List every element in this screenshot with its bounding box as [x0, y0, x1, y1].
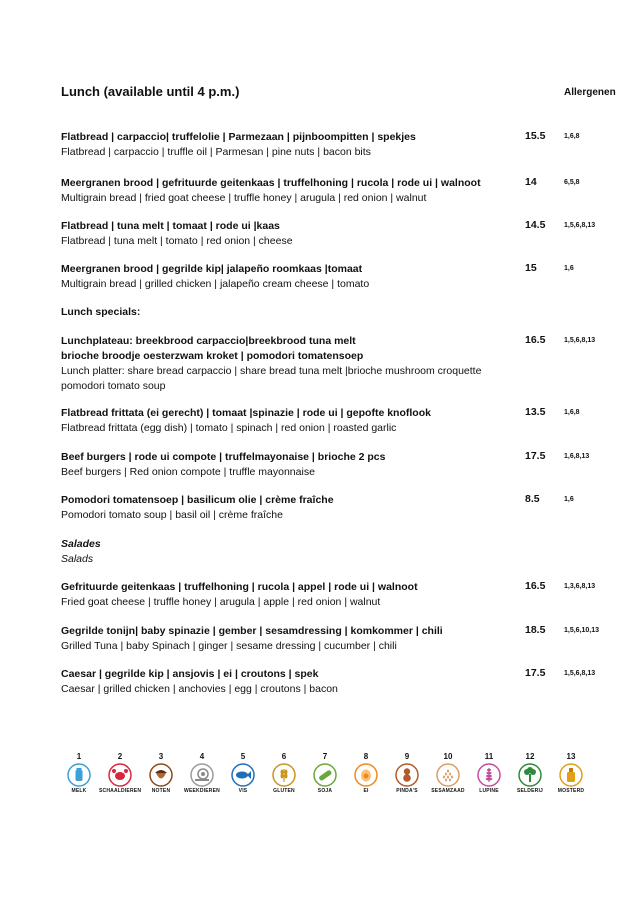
- dish-name-english: Pomodori tomato soup | basil oil | crème fraîche: [61, 509, 283, 521]
- allergen-legend-item: [263, 752, 305, 794]
- peanut-icon: [395, 763, 419, 787]
- nut-icon: [149, 763, 173, 787]
- allergen-legend-item: [99, 752, 141, 794]
- dish-price: 13.5: [525, 406, 546, 418]
- allergen-label: LUPINE: [479, 788, 499, 794]
- sesame-icon: [436, 763, 460, 787]
- dish-name-dutch: Gefrituurde geitenkaas | truffelhoning | rucola | appel | rode ui | walnoot: [61, 581, 418, 593]
- dish-name-dutch: Meergranen brood | gegrilde kip| jalapeño roomkaas |tomaat: [61, 263, 363, 275]
- dish-price: 17.5: [525, 450, 546, 462]
- dish-allergens: 1,3,6,8,13: [564, 583, 596, 590]
- allergen-label: GLUTEN: [273, 788, 295, 794]
- dish-name-english: Flatbread | carpaccio | truffle oil | Parmesan | pine nuts | bacon bits: [61, 146, 371, 158]
- dish-name-dutch: Flatbread | tuna melt | tomaat | rode ui |kaas: [61, 220, 280, 232]
- section-heading-english: Salads: [61, 553, 94, 565]
- fish-icon: [231, 763, 255, 787]
- dish-price: 15: [525, 262, 537, 274]
- menu-item: [61, 334, 636, 394]
- allergen-legend-item: [427, 752, 469, 794]
- allergen-number: 2: [117, 752, 123, 761]
- section-heading-salads: [61, 537, 101, 567]
- dish-name-english: Grilled Tuna | baby Spinach | ginger | sesame dressing | cucumber | chili: [61, 640, 397, 652]
- allergen-number: 8: [363, 752, 369, 761]
- allergen-label: MOSTERD: [557, 788, 585, 794]
- allergen-legend-item: [304, 752, 346, 794]
- menu-item: [61, 450, 636, 480]
- allergen-legend-item: [468, 752, 510, 794]
- dish-name-english: Flatbread | tuna melt | tomato | red onion | cheese: [61, 235, 293, 247]
- allergen-number: 13: [566, 752, 576, 761]
- allergen-number: 3: [158, 752, 164, 761]
- dish-name-english-line-2: pomodori tomato soup: [61, 380, 166, 392]
- menu-item: [61, 624, 636, 654]
- menu-item: [61, 262, 636, 292]
- allergen-label: PINDA'S: [396, 788, 418, 794]
- dish-name-dutch: Meergranen brood | gefrituurde geitenkaas | truffelhoning | rucola | rode ui | walnoot: [61, 177, 481, 189]
- allergen-number: 9: [404, 752, 410, 761]
- wheat-icon: [272, 763, 296, 787]
- dish-name-dutch-line-2: brioche broodje oesterzwam kroket | pomodori tomatensoep: [61, 350, 364, 362]
- dish-allergens: 1,6,8: [564, 133, 580, 140]
- dish-allergens: 1,6,8: [564, 409, 580, 416]
- allergen-legend-item: [509, 752, 551, 794]
- dish-name-dutch: Flatbread | carpaccio| truffelolie | Parmezaan | pijnboompitten | spekjes: [61, 131, 416, 143]
- milk-icon: [67, 763, 91, 787]
- dish-name-english: Caesar | grilled chicken | anchovies | egg | croutons | bacon: [61, 683, 338, 695]
- allergens-column-heading: Allergenen: [564, 87, 616, 98]
- allergen-number: 6: [281, 752, 287, 761]
- menu-item: [61, 580, 636, 610]
- dish-name-dutch: Caesar | gegrilde kip | ansjovis | ei | croutons | spek: [61, 668, 319, 680]
- allergen-label: SCHAALDIEREN: [99, 788, 142, 794]
- allergen-legend-item: [345, 752, 387, 794]
- allergen-label: SELDERIJ: [516, 788, 544, 794]
- dish-price: 15.5: [525, 130, 546, 142]
- dish-price: 17.5: [525, 667, 546, 679]
- dish-name-dutch: Beef burgers | rode ui compote | truffelmayonaise | brioche 2 pcs: [61, 451, 386, 463]
- dish-name-dutch: Gegrilde tonijn| baby spinazie | gember | sesamdressing | komkommer | chili: [61, 625, 443, 637]
- allergen-label: NOTEN: [151, 788, 171, 794]
- menu-item: [61, 667, 636, 697]
- page-title: Lunch (available until 4 p.m.): [61, 84, 240, 99]
- allergen-label: MELK: [71, 788, 87, 794]
- dish-allergens: 1,5,6,8,13: [564, 670, 596, 677]
- menu-item: [61, 406, 636, 436]
- allergen-number: 10: [443, 752, 453, 761]
- dish-name-english: Multigrain bread | grilled chicken | jalapeño cream cheese | tomato: [61, 278, 370, 290]
- allergen-label: WEEKDIEREN: [184, 788, 220, 794]
- snail-icon: [190, 763, 214, 787]
- section-heading-lunch-specials: Lunch specials:: [61, 306, 141, 318]
- dish-allergens: 1,5,6,10,13: [564, 627, 600, 634]
- dish-name-dutch: Pomodori tomatensoep | basilicum olie | crème fraîche: [61, 494, 334, 506]
- dish-price: 14.5: [525, 219, 546, 231]
- menu-item: [61, 176, 636, 206]
- dish-name-english: Fried goat cheese | truffle honey | arugula | apple | red onion | walnut: [61, 596, 381, 608]
- dish-name-dutch: Lunchplateau: breekbrood carpaccio|breekbrood tuna melt: [61, 335, 356, 347]
- dish-price: 18.5: [525, 624, 546, 636]
- soy-icon: [313, 763, 337, 787]
- allergen-legend-item: [181, 752, 223, 794]
- dish-allergens: 1,6,8,13: [564, 453, 590, 460]
- dish-price: 16.5: [525, 334, 546, 346]
- dish-allergens: 1,6: [564, 265, 574, 272]
- dish-price: 8.5: [525, 493, 540, 505]
- egg-icon: [354, 763, 378, 787]
- dish-name-english: Flatbread frittata (egg dish) | tomato | spinach | red onion | roasted garlic: [61, 422, 397, 434]
- allergen-legend-item: [58, 752, 100, 794]
- mustard-icon: [559, 763, 583, 787]
- dish-price: 16.5: [525, 580, 546, 592]
- celery-icon: [518, 763, 542, 787]
- crab-icon: [108, 763, 132, 787]
- lupine-icon: [477, 763, 501, 787]
- dish-allergens: 1,6: [564, 496, 574, 503]
- allergen-label: SESAMZAAD: [431, 788, 465, 794]
- allergen-legend-item: [140, 752, 182, 794]
- allergen-legend-item: [386, 752, 428, 794]
- dish-name-dutch: Flatbread frittata (ei gerecht) | tomaat |spinazie | rode ui | gepofte knoflook: [61, 407, 431, 419]
- allergen-number: 12: [525, 752, 535, 761]
- menu-item: [61, 130, 636, 160]
- allergen-legend-item: [550, 752, 592, 794]
- dish-name-english: Multigrain bread | fried goat cheese | truffle honey | arugula | red onion | walnut: [61, 192, 427, 204]
- allergen-label: SOJA: [317, 788, 333, 794]
- allergen-number: 5: [240, 752, 246, 761]
- dish-price: 14: [525, 176, 537, 188]
- allergen-legend: [58, 752, 585, 797]
- menu-item: [61, 493, 636, 523]
- allergen-number: 11: [484, 752, 494, 761]
- menu-item: [61, 219, 636, 249]
- allergen-number: 7: [322, 752, 328, 761]
- dish-allergens: 1,5,6,8,13: [564, 222, 596, 229]
- allergen-number: 1: [76, 752, 82, 761]
- allergen-label: VIS: [238, 788, 248, 794]
- allergen-label: EI: [363, 788, 369, 794]
- dish-allergens: 6,5,8: [564, 179, 580, 186]
- dish-name-english: Lunch platter: share bread carpaccio | share bread tuna melt |brioche mushroom croquette: [61, 365, 482, 377]
- allergen-number: 4: [199, 752, 205, 761]
- dish-name-english: Beef burgers | Red onion compote | truffle mayonnaise: [61, 466, 315, 478]
- section-heading-dutch: Salades: [61, 538, 101, 550]
- dish-allergens: 1,5,6,8,13: [564, 337, 596, 344]
- allergen-legend-item: [222, 752, 264, 794]
